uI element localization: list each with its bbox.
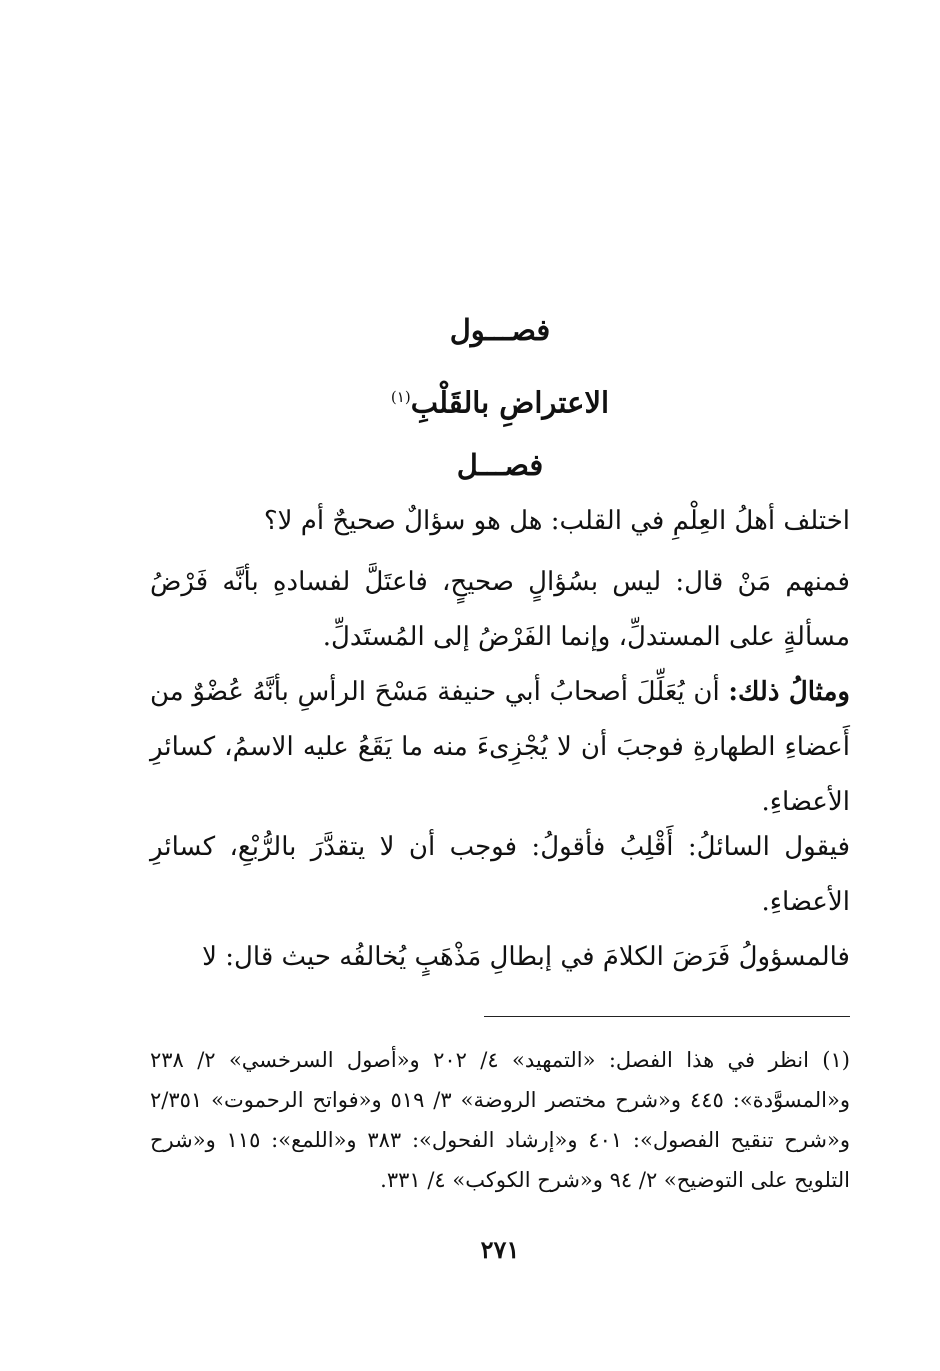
page-number: ٢٧١ xyxy=(480,1235,520,1264)
paragraph-2-text: فمنهم مَنْ قال: ليس بسُؤالٍ صحيحٍ، فاعتَلَّ لفسادهِ بأنَّه فَرْضُ مسألةٍ على المستدلِّ، وإنما الفَرْضُ إلى المُستَدلِّ. xyxy=(150,567,850,652)
chapter-title xyxy=(150,372,850,428)
paragraph-1 xyxy=(150,494,850,549)
paragraph-3-text: أن يُعَلِّلَ أصحابُ أبي حنيفة مَسْحَ الرأسِ بأنَّهُ عُضْوٌ من أَعضاءِ الطهارةِ فوجبَ أن لا يُجْزِىءَ منه ما يَقَعُ عليه الاسمُ، كسائرِ الأعضاءِ. xyxy=(150,677,850,817)
section-heading: فصـــل xyxy=(456,448,544,482)
paragraph-5-text: فالمسؤولُ فَرَضَ الكلامَ في إبطالِ مَذْهَبٍ يُخالفُه حيث قال: لا xyxy=(202,942,850,972)
paragraph-5 xyxy=(150,930,850,985)
paragraph-2 xyxy=(150,555,850,665)
footnote-divider xyxy=(484,1016,850,1017)
paragraph-3-lead: ومثالُ ذلك: xyxy=(728,677,850,707)
paragraph-1-text: اختلف أهلُ العِلْمِ في القلب: هل هو سؤالٌ صحيحٌ أم لا؟ xyxy=(263,506,850,536)
paragraph-3 xyxy=(150,665,850,830)
footnote-reference: (١) xyxy=(390,388,411,406)
chapter-title-text: الاعتراضِ بالقَلْبِ xyxy=(410,385,610,420)
paragraph-4-text: فيقول السائلُ: أَقْلِبُ فأقولُ: فوجب أن لا يتقدَّرَ بالرُّبْعِ، كسائرِ الأعضاءِ. xyxy=(150,832,850,917)
chapter-heading: فصـــول xyxy=(449,313,551,347)
paragraph-4 xyxy=(150,820,850,930)
footnote-text: (١) انظر في هذا الفصل: «التمهيد» ٤/ ٢٠٢ و«أصول السرخسي» ٢/ ٢٣٨ و«المسوَّدة»: ٤٤٥ و«شرح مختصر الروضة» ٣/ ٥١٩ و«فواتح الرحموت» ٢/٣٥١ و«شرح تنقيح الفصول»: ٤٠١ و«إرشاد الفحول»: ٣٨٣ و«اللمع»: ١١٥ و«شرح التلويح على التوضيح» ٢/ ٩٤ و«شرح الكوكب» ٤/ ٣٣١. xyxy=(150,1048,851,1192)
